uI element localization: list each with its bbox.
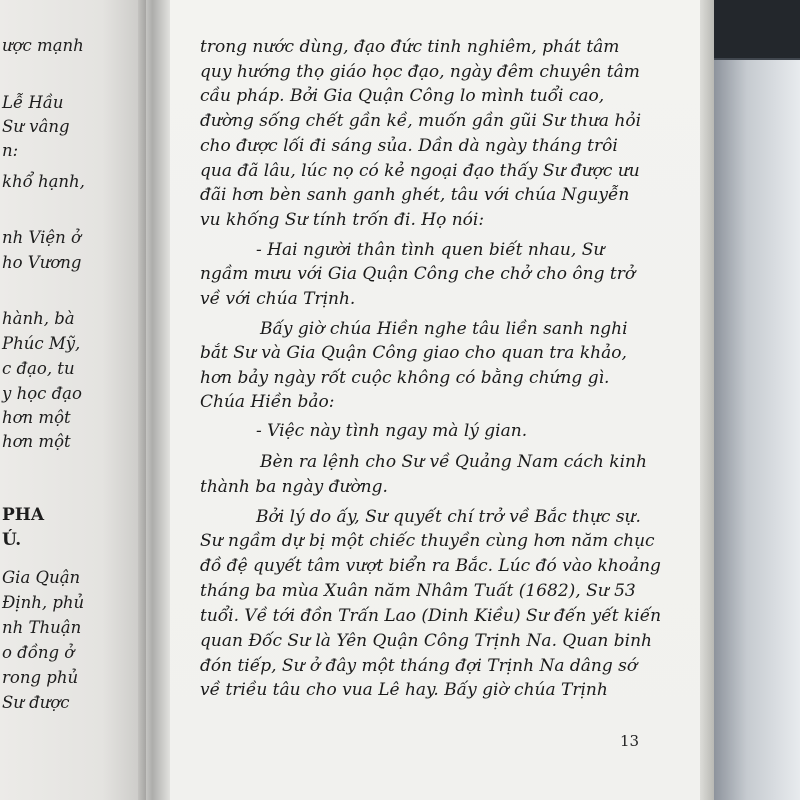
body-line: Bèn ra lệnh cho Sư về Quảng Nam cách kinh (260, 452, 647, 472)
left-line: nh Thuận (2, 618, 82, 637)
body-line: về với chúa Trịnh. (200, 289, 356, 309)
body-line: bắt Sư và Gia Quận Công giao cho quan tra khảo, (200, 343, 627, 363)
body-line: trong nước dùng, đạo đức tinh nghiêm, phát tâm (200, 37, 620, 57)
body-line: Sư ngầm dự bị một chiếc thuyền cùng hơn năm chục (200, 531, 655, 551)
body-line: đón tiếp, Sư ở đây một tháng đợi Trịnh Na dâng sớ (200, 656, 638, 676)
left-line: ược mạnh (2, 36, 84, 55)
left-line: c đạo, tu (2, 359, 75, 378)
body-line: đồ đệ quyết tâm vượt biển ra Bắc. Lúc đó vào khoảng (200, 556, 661, 576)
left-line: n: (2, 141, 19, 160)
body-line: đường sống chết gần kề, muốn gần gũi Sư thưa hỏi (200, 111, 642, 131)
body-line: qua đã lâu, lúc nọ có kẻ ngoại đạo thấy Sư được ưu (200, 161, 640, 181)
body-line: cho được lối đi sáng sủa. Dần dà ngày tháng trôi (200, 136, 618, 156)
left-line: Sư vâng (2, 117, 70, 136)
left-line: ho Vương (2, 253, 82, 272)
left-line: rong phủ (2, 668, 79, 687)
body-line: quan Đốc Sư là Yên Quận Công Trịnh Na. Quan binh (200, 631, 652, 651)
body-line: vu khống Sư tính trốn đi. Họ nói: (200, 210, 485, 230)
body-line: cầu pháp. Bởi Gia Quận Công lo mình tuổi cao, (200, 86, 605, 106)
body-line: đãi hơn bèn sanh ganh ghét, tâu với chúa Nguyễn (200, 185, 630, 205)
body-line: hơn bảy ngày rốt cuộc không có bằng chứng gì. (200, 368, 610, 388)
left-line: Phúc Mỹ, (2, 334, 81, 353)
left-line: hơn một (2, 408, 71, 427)
book-gutter-shadow (138, 0, 170, 800)
body-line: tháng ba mùa Xuân năm Nhâm Tuất (1682), Sư 53 (200, 581, 636, 601)
page-edge (700, 0, 714, 800)
body-line: tuổi. Về tới đồn Trấn Lao (Dinh Kiều) Sư đến yết kiến (200, 606, 662, 626)
left-heading-line: PHA (2, 505, 45, 525)
body-line: Bấy giờ chúa Hiền nghe tâu liền sanh nghi (260, 319, 628, 339)
left-line: Định, phủ (2, 593, 85, 612)
page-number: 13 (620, 732, 640, 750)
body-line: ngầm mưu với Gia Quận Công che chở cho ông trở (200, 264, 636, 284)
left-line: Lễ Hầu (2, 93, 64, 112)
body-line: quy hướng thọ giáo học đạo, ngày đêm chuyên tâm (200, 62, 640, 82)
left-line: Gia Quận (2, 568, 81, 587)
body-line: thành ba ngày đường. (200, 477, 388, 497)
left-line: y học đạo (2, 384, 82, 403)
left-line: khổ hạnh, (2, 172, 85, 191)
left-line: hành, bà (2, 309, 75, 328)
left-line: hơn một (2, 432, 71, 451)
left-page (0, 0, 146, 800)
body-line: Bởi lý do ấy, Sư quyết chí trở về Bắc thực sự. (256, 507, 641, 527)
body-line: Chúa Hiền bảo: (200, 392, 335, 412)
left-line: Sư được (2, 693, 70, 712)
body-line: - Hai người thân tình quen biết nhau, Sư (256, 240, 605, 260)
background-right-side (712, 60, 800, 800)
body-line: - Việc này tình ngay mà lý gian. (256, 421, 528, 441)
left-heading-line: Ú. (2, 530, 22, 550)
body-line: về triều tâu cho vua Lê hay. Bấy giờ chúa Trịnh (200, 680, 608, 700)
left-line: o đồng ở (2, 643, 75, 662)
left-line: nh Viện ở (2, 228, 81, 247)
